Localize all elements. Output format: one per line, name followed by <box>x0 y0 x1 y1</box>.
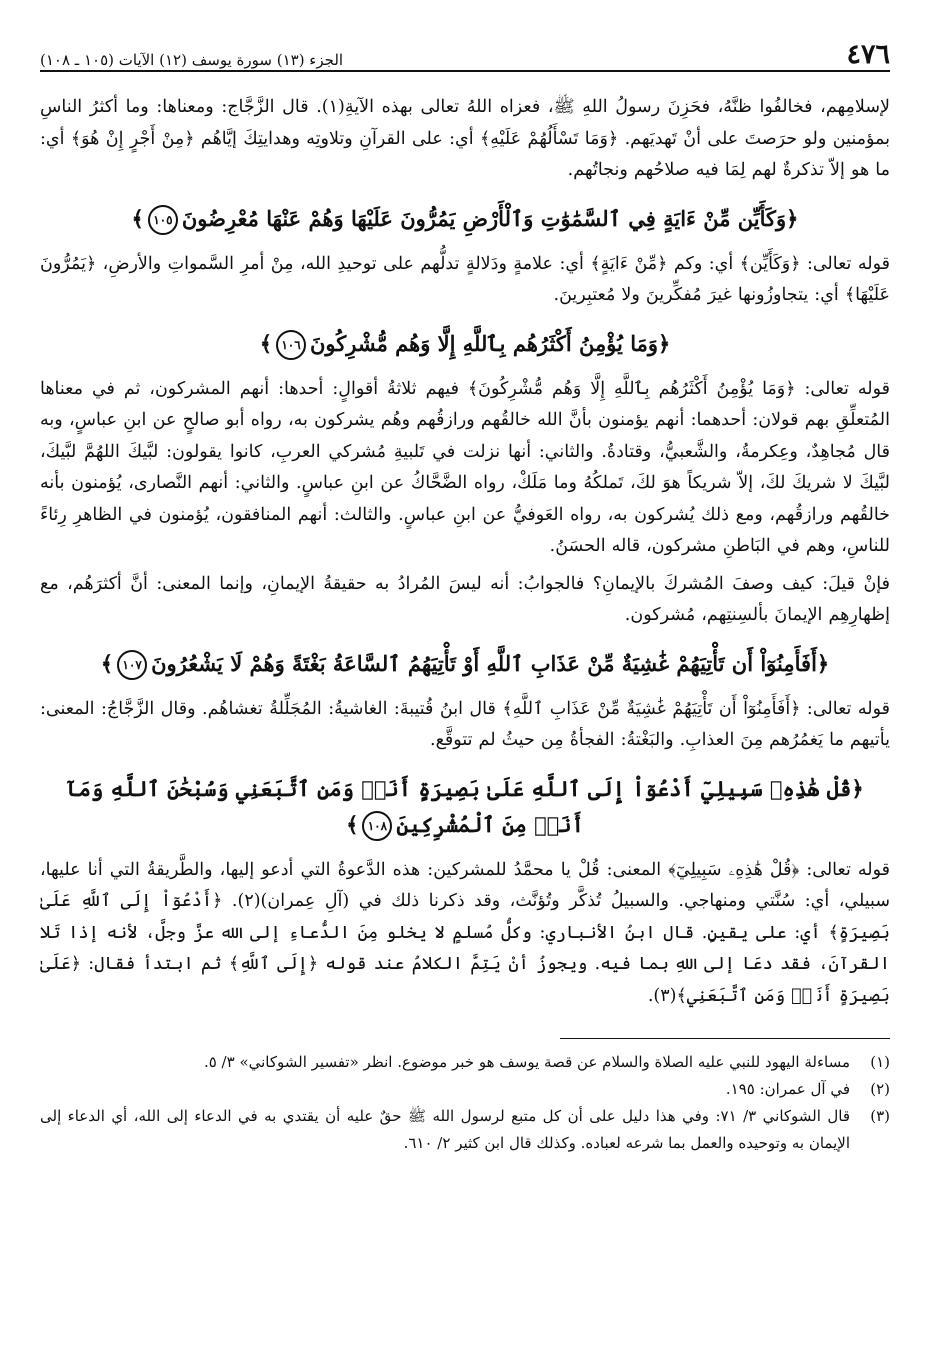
paragraph: قوله تعالى: ﴿وَمَا يُؤْمِنُ أَكْثَرُهُم بِٱللَّهِ إِلَّا وَهُم مُّشْرِكُونَ﴾ فيهم ثلاثةُ أقوالٍ: أحدها: أنهم المشركون، ثم في معناها المُتعلِّقِ بهم قولان: أحدهما: أنهم يؤمنون بأنَّ الله خالقُهم ورازقُهم وهُم يشركون به، رواه أبو صالحٍ عن ابنِ عباسٍ، وبه قال مُجاهِدٌ، وعِكرمةُ، والشَّعبيُّ، وقتادةُ. والثاني: أنها نزلت في تَلبيةِ مُشركي العربِ، كانوا يقولون: لبَّيكَ اللهُمَّ لبَّيكَ، لبَّيكَ لا شريكَ لكَ، إلاّ شريكاً هوَ لكَ، تَملكُهُ وما مَلَكْ، رواه الضَّحَّاكُ عن ابنِ عباسٍ. والثاني: أنهم النَّصارى، يُؤمنون بأنه خالقُهم ورازقُهم، ومع ذلك يُشركون به، رواه العَوفيُّ عن ابنِ عباسٍ. والثالث: أنهم المنافقون، يُؤمنون في الظاهرِ رِئاءً للناسِ، وهم في البَاطنِ مشركون، قاله الحسَنُ. <box>40 378 890 556</box>
footnote-text: مساءلة اليهود للنبي عليه الصلاة والسلام عن قصة يوسف هو خبر موضوع. انظر «تفسير الشوكاني» ٣/ ٥. <box>203 1053 850 1071</box>
quran-verse <box>40 646 890 682</box>
quran-verse <box>40 326 890 362</box>
paragraph: فإنْ قيلَ: كيف وصفَ المُشركَ بالإيمانِ؟ فالجوابُ: أنه ليسَ المُرادُ به حقيقةُ الإيمانِ، وإنما المعنى: أنَّ أكثرَهُم، مع إظهارِهِم الإيمانَ بألسِنتِهم، مُشركون. <box>40 573 890 625</box>
verse-number-badge: ١٠٥ <box>148 205 178 235</box>
page-header <box>40 34 890 72</box>
paragraph: قوله تعالى: ﴿قُلْ هَٰذِهِۦ سَبِيلِيٓ﴾ المعنى: قُلْ يا محمَّدُ للمشركين: هذه الدَّعوةُ التي أدعو إليها، والطَّريقةُ التي أنا عليها، سبيلي، أي: سُنَّتي ومنهاجي. والسبيلُ تُذكَّر وتُؤنَّث، وقد ذكرنا ذلك في (آلِ عِمران)(٢). ﴿أَدْعُوٓاْ إِلَى ٱللَّهِ عَلَىٰ بَصِيرَةٍ﴾ أي: على يقينٍ. قال ابنُ الأنباري: وكلُّ مُسلمٍ لا يخلو مِنَ الدُّعاءِ إلى الله عزَّ وجلَّ، لأنه إذا تَلا القرآنَ، فقد دعَا إلى اللهِ بما فيه. ويجوزُ أنْ يَتِمَّ الكلامُ عند قوله ﴿إِلَى ٱللَّهِ﴾ ثم ابتدأ فقال: ﴿عَلَىٰ بَصِيرَةٍ أَنَا۠ وَمَنِ ٱتَّبَعَنِي﴾(٣). <box>40 859 890 1006</box>
verse-close-bracket: ﴾ <box>346 811 359 837</box>
footnote-number: (١) <box>870 1053 890 1071</box>
paragraph: قوله تعالى: ﴿وَكَأَيِّن﴾ أي: وكم ﴿مِّنْ ءَايَةٍ﴾ أي: علامةٍ ودَلالةٍ تدلُّهم على توحيدِ الله، مِنْ أمرِ السَّمواتِ والأرضِ، ﴿يَمُرُّونَ عَلَيْهَا﴾ أي: يتجاوزُونها غيرَ مُفكِّرينَ ولا مُعتبِرينَ. <box>40 253 890 305</box>
verse-text: ﴿وَكَأَيِّن مِّنْ ءَايَةٍ فِي ٱلسَّمَٰوَٰتِ وَٱلْأَرْضِ يَمُرُّونَ عَلَيْهَا وَهُمْ عَنْهَا مُعْرِضُونَ <box>181 205 799 231</box>
page-number: ٤٧٦ <box>846 39 890 70</box>
verse-text: ﴿وَمَا يُؤْمِنُ أَكْثَرُهُم بِٱللَّهِ إِلَّا وَهُم مُّشْرِكُونَ <box>310 330 671 356</box>
paragraph: قوله تعالى: ﴿أَفَأَمِنُوٓاْ أَن تَأْتِيَهُمْ غَٰشِيَةٌ مِّنْ عَذَابِ ٱللَّهِ﴾ قال ابنُ قُتيبةَ: الغاشيةُ: المُجَلِّلةُ تغشاهُم. وقال الزَّجَّاجُ: المعنى: يأتيهم ما يَغمُرُهم مِنَ العذابِ. والبَغْتةُ: الفجأةُ مِن حيثُ لم تتوقَّع. <box>40 698 890 750</box>
footnote <box>40 1076 890 1103</box>
footnote <box>40 1049 890 1076</box>
footnote-number: (٣) <box>870 1107 890 1125</box>
verse-number-badge: ١٠٦ <box>276 330 306 360</box>
quran-verse <box>40 771 890 843</box>
verse-number-badge: ١٠٨ <box>362 811 392 841</box>
footnote <box>40 1103 890 1157</box>
footnote-text: في آل عمران: ١٩٥. <box>725 1080 850 1098</box>
document-page <box>40 34 890 1157</box>
quran-verse <box>40 201 890 237</box>
footnote-number: (٢) <box>870 1080 890 1098</box>
verse-number-badge: ١٠٧ <box>117 650 147 680</box>
verse-close-bracket: ﴾ <box>259 330 272 356</box>
running-title: الجزء (١٣) سورة يوسف (١٢) الآيات (١٠٥ ـ ١٠٨) <box>40 51 344 69</box>
paragraph: لإسلامِهم، فخالفُوا ظنَّهُ، فحَزِنَ رسولُ اللهِ ﷺ، فعزاه اللهُ تعالى بهذه الآيةِ(١). قال الزَّجَّاج: ومعناها: وما أكثرُ الناسِ بمؤمنين ولو حرَصتَ على أنْ تَهديَهم. ﴿وَمَا تَسْأَلُهُمْ عَلَيْهِ﴾ أي: على القرآنِ وتلاوتِه وهدايتِكَ إيَّاهُم ﴿مِنْ أَجْرٍ إِنْ هُوَ﴾ أي: ما هو إلاّ تذكرةٌ لهم لِمَا فيه صلاحُهم ونجاتُهم. <box>40 97 890 180</box>
footnote-divider <box>560 1038 890 1039</box>
footnotes <box>40 1049 890 1157</box>
verse-close-bracket: ﴾ <box>100 650 114 676</box>
verse-text: ﴿قُلْ هَٰذِهِۦ سَبِيلِيٓ أَدْعُوٓاْ إِلَى ٱللَّهِ عَلَىٰ بَصِيرَةٍ أَنَا۠ وَمَنِ ٱتَّبَعَنِي وَسُبْحَٰنَ ٱللَّهِ وَمَآ أَنَا۠ مِنَ ٱلْمُشْرِكِينَ <box>66 775 864 837</box>
verse-close-bracket: ﴾ <box>131 205 144 231</box>
page-body <box>40 92 890 1012</box>
footnote-text: قال الشوكاني ٣/ ٧١: وفي هذا دليل على أن كل متبع لرسول الله ﷺ حقٌ عليه أن يقتدي به في الدعاء إلى الله، أي الدعاء إلى الإيمان به وتوحيده والعمل بما شرعه لعباده. وكذلك قال ابن كثير ٢/ ٦١٠. <box>40 1107 850 1152</box>
verse-text: ﴿أَفَأَمِنُوٓاْ أَن تَأْتِيَهُمْ غَٰشِيَةٌ مِّنْ عَذَابِ ٱللَّهِ أَوْ تَأْتِيَهُمُ ٱلسَّاعَةُ بَغْتَةً وَهُمْ لَا يَشْعُرُونَ <box>151 650 830 676</box>
